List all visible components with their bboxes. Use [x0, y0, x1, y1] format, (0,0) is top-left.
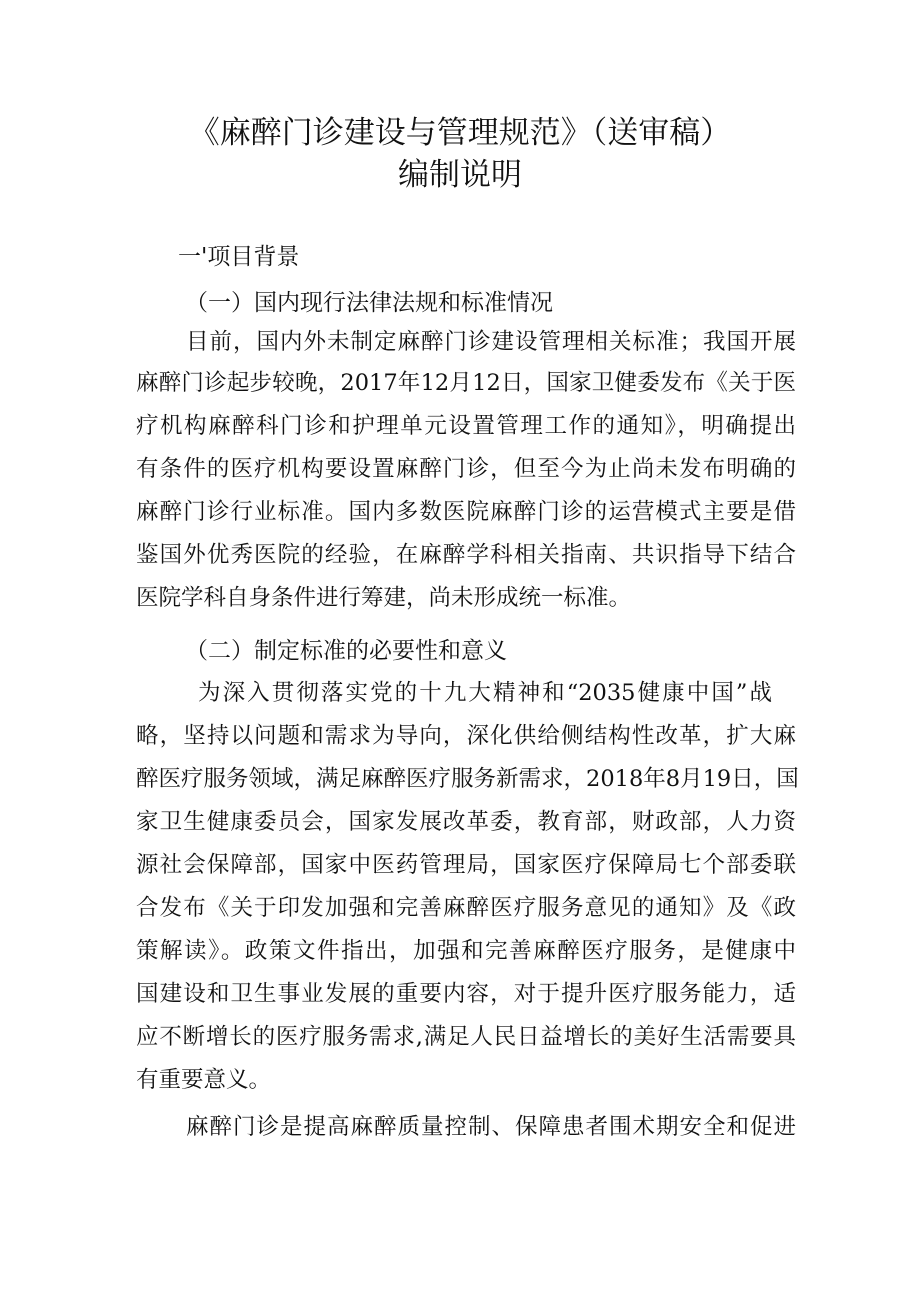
document-title: 《麻醉门诊建设与管理规范》（送审稿）: [188, 115, 732, 151]
paragraph-line: 疗机构麻醉科门诊和护理单元设置管理工作的通知》，明确提出: [136, 413, 796, 439]
paragraph-line: 医院学科自身条件进行筹建，尚未形成统一标准。: [136, 585, 632, 611]
document-subtitle: 编制说明: [398, 157, 522, 193]
subsection-heading-regulations: （一）国内现行法律法规和标准情况: [185, 290, 553, 316]
paragraph-line: 应不断增长的医疗服务需求,满足人民日益增长的美好生活需要具: [136, 1024, 796, 1050]
paragraph-line: 鉴国外优秀医院的经验，在麻醉学科相关指南、共识指导下结合: [136, 542, 796, 568]
paragraph-line: 目前，国内外未制定麻醉门诊建设管理相关标准；我国开展: [186, 329, 796, 355]
paragraph-line: 源社会保障部，国家中医药管理局，国家医疗保障局七个部委联: [136, 852, 796, 878]
subsection-heading-necessity: （二）制定标准的必要性和意义: [185, 638, 507, 664]
section-heading-background: 一'项目背景: [178, 244, 300, 270]
paragraph-line: 有重要意义。: [136, 1067, 272, 1093]
paragraph-line: 醉医疗服务领域，满足麻醉医疗服务新需求，2018年8月19日，国: [136, 766, 799, 792]
paragraph-line: 为深入贯彻落实党的十九大精神和“2035健康中国”战: [198, 680, 772, 706]
paragraph-line: 麻醉门诊是提高麻醉质量控制、保障患者围术期安全和促进: [186, 1114, 796, 1140]
paragraph-line: 略，坚持以问题和需求为导向，深化供给侧结构性改革，扩大麻: [136, 723, 796, 749]
paragraph-line: 策解读》。政策文件指出，加强和完善麻醉医疗服务，是健康中: [136, 938, 796, 964]
paragraph-line: 家卫生健康委员会，国家发展改革委，教育部，财政部，人力资: [136, 809, 796, 835]
paragraph-line: 国建设和卫生事业发展的重要内容，对于提升医疗服务能力，适: [136, 981, 796, 1007]
paragraph-line: 麻醉门诊行业标准。国内多数医院麻醉门诊的运营模式主要是借: [136, 499, 796, 525]
paragraph-line: 麻醉门诊起步较晚，2017年12月12日，国家卫健委发布《关于医: [136, 370, 796, 396]
paragraph-line: 合发布《关于印发加强和完善麻醉医疗服务意见的通知》及《政: [136, 895, 796, 921]
paragraph-line: 有条件的医疗机构要设置麻醉门诊，但至今为止尚未发布明确的: [136, 456, 796, 482]
